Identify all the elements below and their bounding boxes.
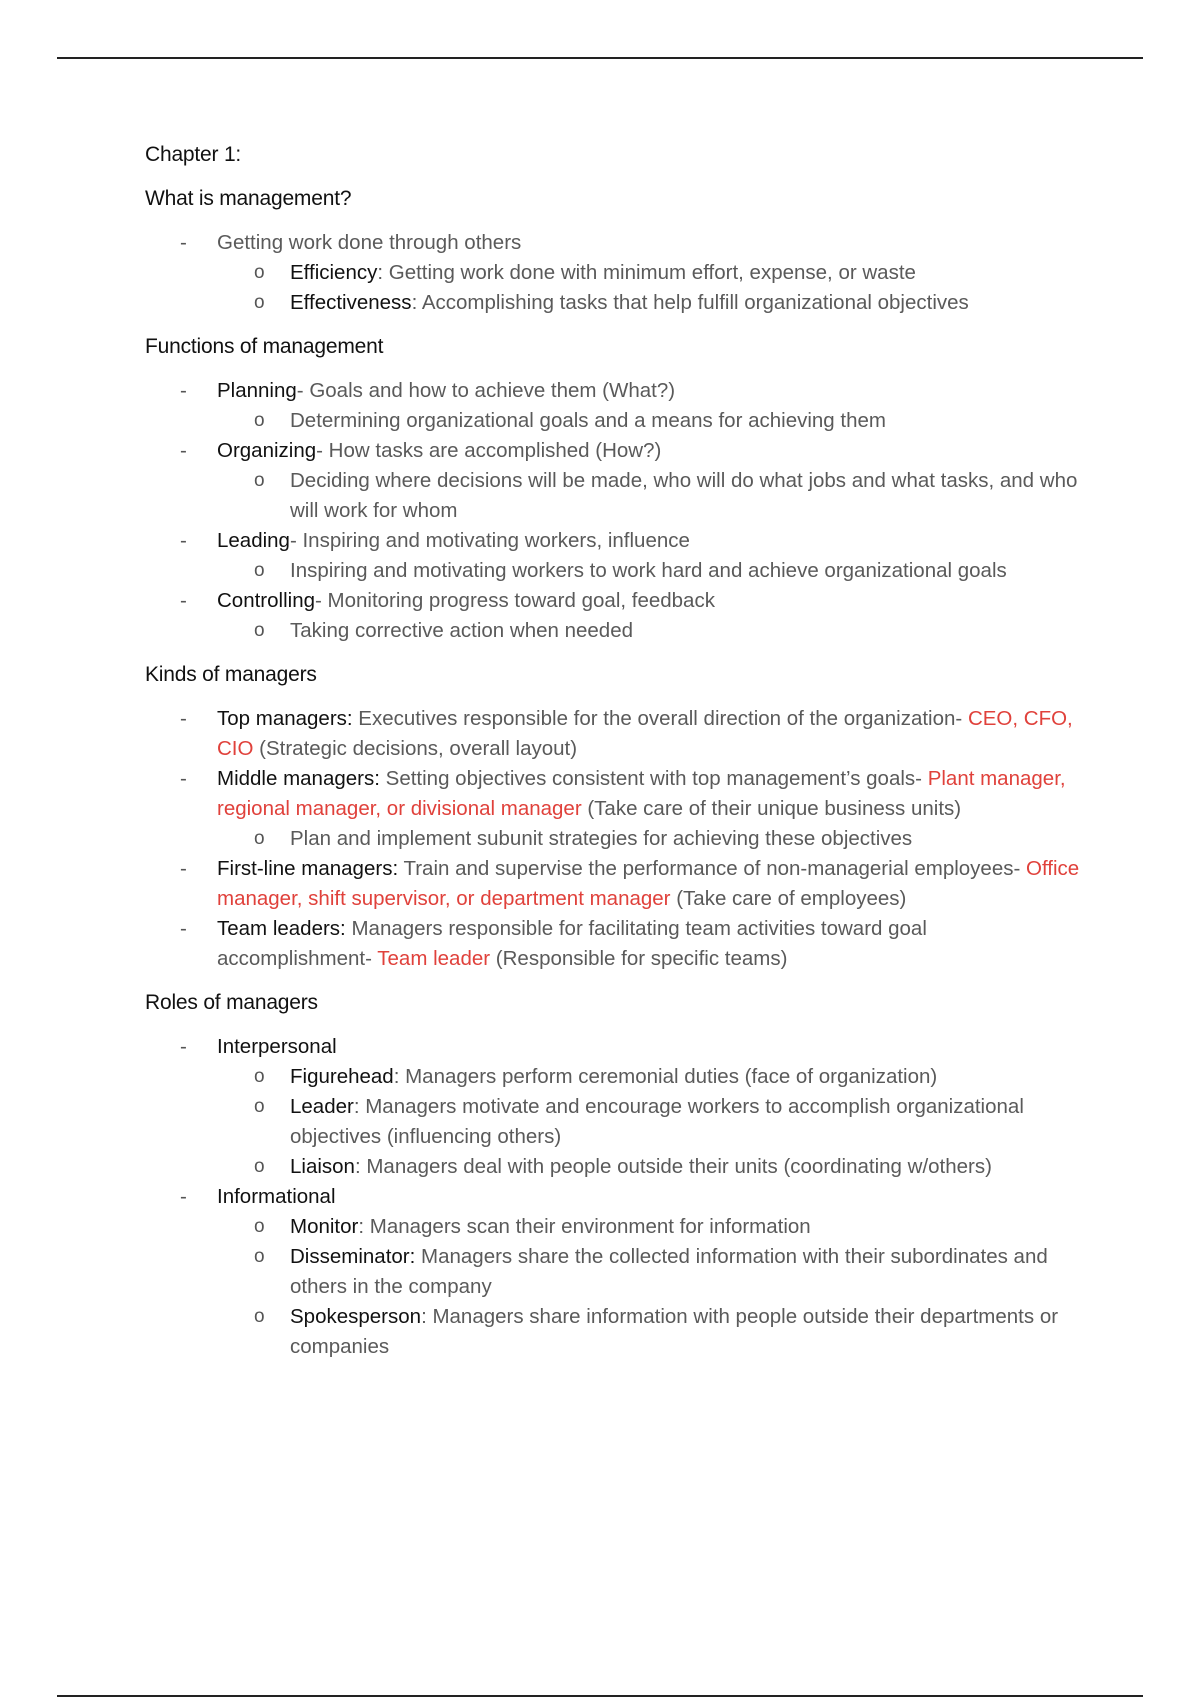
sublist bbox=[145, 1062, 1085, 1182]
section-heading-what-is-management: What is management? bbox=[145, 187, 352, 210]
dash-bullet: - bbox=[180, 439, 187, 462]
list-item: o Effectiveness: Accomplishing tasks that help fulfill organizational objectives bbox=[145, 288, 1085, 318]
circle-bullet: o bbox=[254, 262, 265, 283]
list-item: o Disseminator: Managers share the collected information with their subordinates and others in the company bbox=[145, 1242, 1085, 1302]
circle-bullet: o bbox=[254, 470, 265, 491]
section-heading-roles: Roles of managers bbox=[145, 991, 318, 1014]
list-item: o Plan and implement subunit strategies for achieving these objectives bbox=[145, 824, 1085, 854]
list-item: o Deciding where decisions will be made, who will do what jobs and what tasks, and who will work for whom bbox=[145, 466, 1085, 526]
sublist bbox=[145, 824, 1085, 854]
sublist bbox=[145, 616, 1085, 646]
dash-bullet: - bbox=[180, 917, 187, 940]
list-item: - Team leaders: Managers responsible for facilitating team activities toward goal accomplishment- Team leader (Responsible for specific teams) bbox=[145, 914, 1085, 974]
dash-bullet: - bbox=[180, 529, 187, 552]
list-item: o Spokesperson: Managers share information with people outside their departments or companies bbox=[145, 1302, 1085, 1362]
list-item: o Leader: Managers motivate and encourage workers to accomplish organizational objectives (influencing others) bbox=[145, 1092, 1085, 1152]
dash-bullet: - bbox=[180, 589, 187, 612]
list-roles bbox=[145, 1032, 1085, 1362]
section-heading-functions: Functions of management bbox=[145, 335, 384, 358]
sublist bbox=[145, 556, 1085, 586]
list-item: o Determining organizational goals and a means for achieving them bbox=[145, 406, 1085, 436]
list-kinds bbox=[145, 704, 1085, 974]
top-rule bbox=[57, 57, 1143, 59]
list-item: o Figurehead: Managers perform ceremonial duties (face of organization) bbox=[145, 1062, 1085, 1092]
bottom-rule bbox=[57, 1695, 1143, 1697]
circle-bullet: o bbox=[254, 560, 265, 581]
sublist bbox=[145, 406, 1085, 436]
circle-bullet: o bbox=[254, 1246, 265, 1267]
dash-bullet: - bbox=[180, 857, 187, 880]
dash-bullet: - bbox=[180, 1035, 187, 1058]
list-item: o Taking corrective action when needed bbox=[145, 616, 1085, 646]
dash-bullet: - bbox=[180, 707, 187, 730]
circle-bullet: o bbox=[254, 410, 265, 431]
list-item: o Inspiring and motivating workers to work hard and achieve organizational goals bbox=[145, 556, 1085, 586]
list-item: - Organizing- How tasks are accomplished (How?) o Deciding where decisions will be made, who will do what jobs and what tasks, and who will work for whom bbox=[145, 436, 1085, 526]
circle-bullet: o bbox=[254, 828, 265, 849]
list-item: o Liaison: Managers deal with people outside their units (coordinating w/others) bbox=[145, 1152, 1085, 1182]
list-item: - First-line managers: Train and supervise the performance of non-managerial employees- Office manager, shift supervisor, or department manager (Take care of employees) bbox=[145, 854, 1085, 914]
dash-bullet: - bbox=[180, 231, 187, 254]
circle-bullet: o bbox=[254, 1306, 265, 1327]
sublist bbox=[145, 258, 1085, 318]
list-item: o Efficiency: Getting work done with minimum effort, expense, or waste bbox=[145, 258, 1085, 288]
chapter-title: Chapter 1: bbox=[145, 143, 242, 166]
document-body bbox=[145, 140, 1085, 1376]
list-item: - Planning- Goals and how to achieve them (What?) o Determining organizational goals and a means for achieving them bbox=[145, 376, 1085, 436]
list-item: - Top managers: Executives responsible for the overall direction of the organization- CEO, CFO, CIO (Strategic decisions, overall layout) bbox=[145, 704, 1085, 764]
list-item: - Getting work done through others o Efficiency: Getting work done with minimum effort, expense, or waste o Effectiveness: Accomplishing tasks that help fulfill organizational objectives bbox=[145, 228, 1085, 318]
circle-bullet: o bbox=[254, 1216, 265, 1237]
list-what-is-management bbox=[145, 228, 1085, 318]
sublist bbox=[145, 466, 1085, 526]
circle-bullet: o bbox=[254, 1156, 265, 1177]
list-item: - Leading- Inspiring and motivating workers, influence o Inspiring and motivating workers to work hard and achieve organizational goals bbox=[145, 526, 1085, 586]
list-item: - Informational o Monitor: Managers scan their environment for information o Disseminator: Managers share the collected information with their subordinates and others in the company o Spokesperson: Managers share information with people outside their departments or companies bbox=[145, 1182, 1085, 1362]
list-functions bbox=[145, 376, 1085, 646]
list-item: - Interpersonal o Figurehead: Managers perform ceremonial duties (face of organization) o Leader: Managers motivate and encourage workers to accomplish organizational objectives (influencing others) o Liaison: Managers deal with people outside their units (coordinating w/others) bbox=[145, 1032, 1085, 1182]
list-item: - Controlling- Monitoring progress toward goal, feedback o Taking corrective action when needed bbox=[145, 586, 1085, 646]
circle-bullet: o bbox=[254, 292, 265, 313]
dash-bullet: - bbox=[180, 1185, 187, 1208]
dash-bullet: - bbox=[180, 767, 187, 790]
circle-bullet: o bbox=[254, 620, 265, 641]
sublist bbox=[145, 1212, 1085, 1362]
list-item: - Middle managers: Setting objectives consistent with top management’s goals- Plant manager, regional manager, or divisional manager (Take care of their unique business units) o Plan and implement subunit strategies for achieving these objectives bbox=[145, 764, 1085, 854]
dash-bullet: - bbox=[180, 379, 187, 402]
section-heading-kinds: Kinds of managers bbox=[145, 663, 317, 686]
circle-bullet: o bbox=[254, 1096, 265, 1117]
circle-bullet: o bbox=[254, 1066, 265, 1087]
list-item: o Monitor: Managers scan their environment for information bbox=[145, 1212, 1085, 1242]
